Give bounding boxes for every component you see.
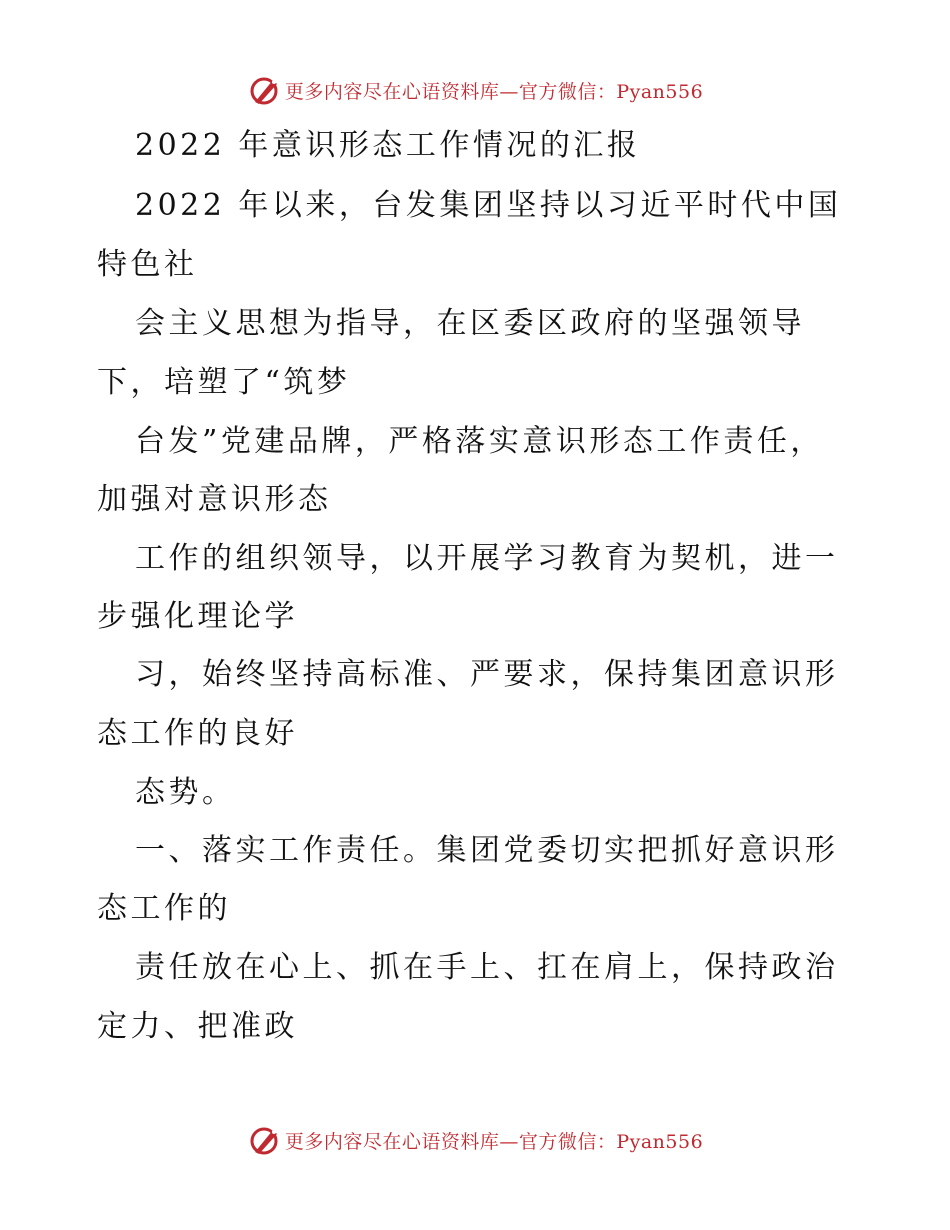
- header-banner-text: 更多内容尽在心语资料库—官方微信：Pyan556: [284, 80, 704, 103]
- header-banner: [0, 70, 950, 110]
- section-heading-line: 一、落实工作责任。集团党委切实把抓好意识形: [135, 833, 839, 868]
- document-title: 2022 年意识形态工作情况的汇报: [135, 128, 641, 163]
- paragraph-line: 态工作的: [97, 891, 231, 926]
- paragraph-line: 步强化理论学: [97, 599, 298, 634]
- paragraph-line: 加强对意识形态: [97, 482, 332, 517]
- pen-nib-logo-icon: [247, 72, 283, 108]
- footer-banner-text: 更多内容尽在心语资料库—官方微信：Pyan556: [284, 1130, 704, 1153]
- paragraph-line: 态工作的良好: [97, 716, 298, 751]
- paragraph-line: 习，始终坚持高标准、严要求，保持集团意识形: [135, 657, 839, 692]
- paragraph-line: 责任放在心上、抓在手上、扛在肩上，保持政治: [135, 950, 839, 985]
- pen-nib-logo-icon: [247, 1122, 283, 1158]
- paragraph-line: 态势。: [135, 775, 236, 810]
- paragraph-line: 台发”党建品牌，严格落实意识形态工作责任，: [135, 424, 824, 459]
- paragraph-line: 工作的组织领导，以开展学习教育为契机，进一: [135, 541, 839, 576]
- paragraph-line: 定力、把准政: [97, 1009, 298, 1044]
- paragraph-line: 下，培塑了“筑梦: [97, 365, 351, 400]
- paragraph-line: 特色社: [97, 247, 198, 282]
- footer-banner: [0, 1120, 950, 1160]
- paragraph-line: 2022 年以来，台发集团坚持以习近平时代中国: [135, 188, 842, 223]
- paragraph-line: 会主义思想为指导，在区委区政府的坚强领导: [135, 306, 805, 341]
